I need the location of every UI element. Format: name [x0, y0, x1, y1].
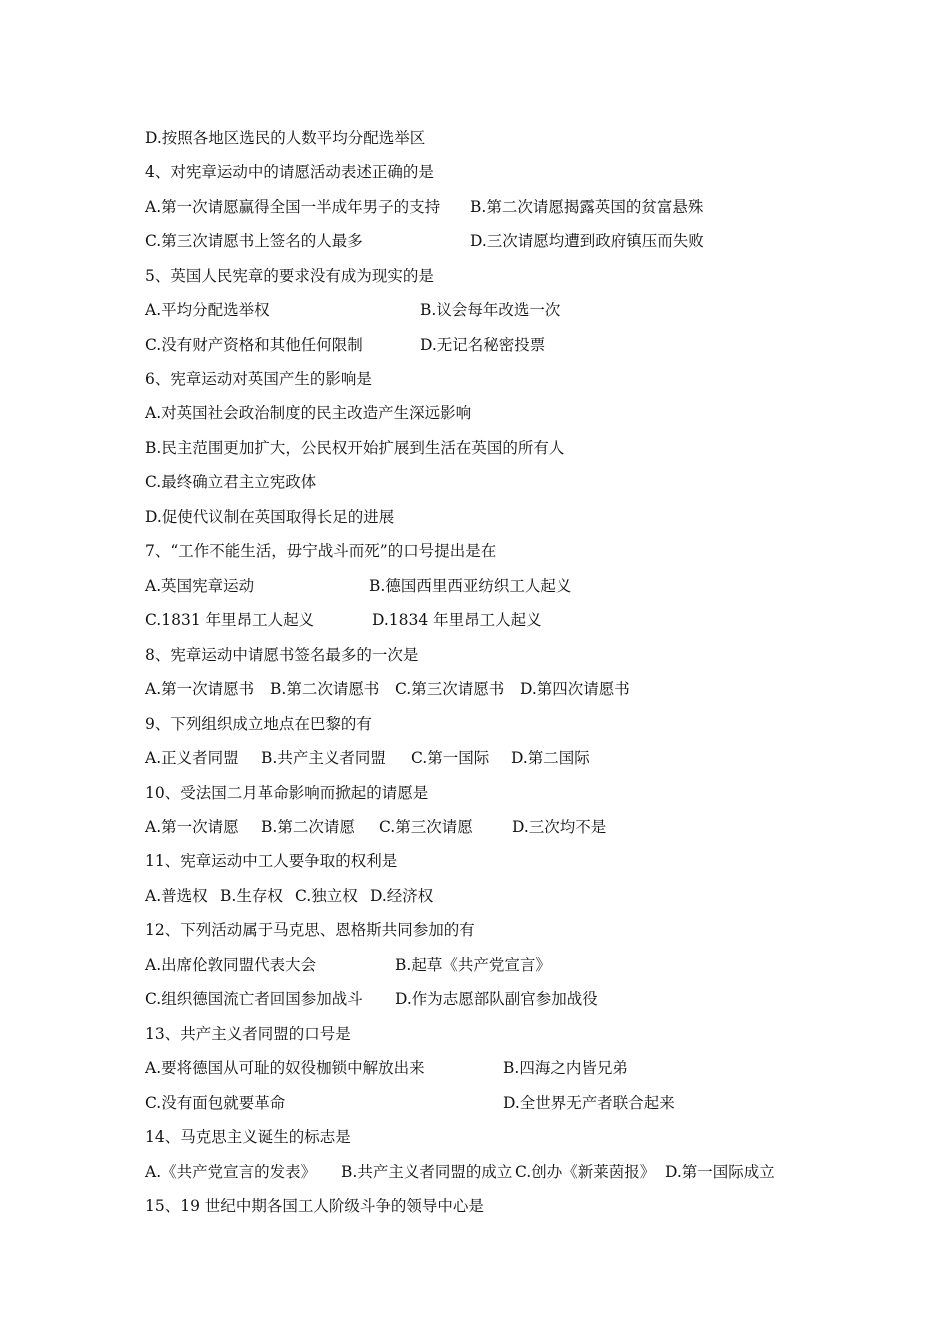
option-a: A.《共产党宣言的发表》 [145, 1163, 317, 1181]
option-d: D.1834 年里昂工人起义 [372, 611, 542, 629]
option-d: D.促使代议制在英国取得长足的进展 [145, 508, 395, 526]
question-text: 4、对宪章运动中的请愿活动表述正确的是 [145, 163, 434, 181]
option-c: C.第三次请愿书 [395, 680, 505, 698]
option-c: C.第一国际 [411, 749, 490, 767]
option-a: A.第一次请愿书 [145, 680, 255, 698]
option-a: A.对英国社会政治制度的民主改造产生深远影响 [145, 404, 472, 422]
question-text: 6、宪章运动对英国产生的影响是 [145, 370, 372, 388]
option-b: B.第二次请愿书 [270, 680, 380, 698]
option-c: C.没有财产资格和其他任何限制 [145, 336, 363, 354]
question-text: 5、英国人民宪章的要求没有成为现实的是 [145, 267, 434, 285]
option-c: C.独立权 [295, 887, 358, 905]
question-text: 9、下列组织成立地点在巴黎的有 [145, 715, 372, 733]
question-text: 11、宪章运动中工人要争取的权利是 [145, 852, 398, 870]
option-b: B.第二次请愿 [261, 818, 355, 836]
option-a: A.普选权 [145, 887, 208, 905]
option-b: B.共产主义者同盟 [261, 749, 386, 767]
option-d: D.经济权 [370, 887, 434, 905]
option-b: B.德国西里西亚纺织工人起义 [369, 577, 572, 595]
option-c: C.第三次请愿书上签名的人最多 [145, 232, 363, 250]
option-c: C.组织德国流亡者回国参加战斗 [145, 990, 363, 1008]
option-c: C.最终确立君主立宪政体 [145, 473, 317, 491]
option-d: D.全世界无产者联合起来 [503, 1094, 675, 1112]
option-a: A.英国宪章运动 [145, 577, 255, 595]
option-a: A.第一次请愿赢得全国一半成年男子的支持 [145, 198, 441, 216]
option-a: A.出席伦敦同盟代表大会 [145, 956, 317, 974]
question-text: 12、下列活动属于马克思、恩格斯共同参加的有 [145, 921, 475, 939]
option-d: D.第一国际成立 [665, 1163, 775, 1181]
option-d: D.按照各地区选民的人数平均分配选举区 [145, 129, 426, 147]
option-d: D.第四次请愿书 [520, 680, 630, 698]
option-d: D.无记名秘密投票 [420, 336, 546, 354]
option-d: D.三次均不是 [512, 818, 607, 836]
question-text: 14、马克思主义诞生的标志是 [145, 1128, 351, 1146]
question-text: 7、“工作不能生活，毋宁战斗而死”的口号提出是在 [145, 542, 497, 560]
option-c: C.没有面包就要革命 [145, 1094, 286, 1112]
question-text: 13、共产主义者同盟的口号是 [145, 1025, 351, 1043]
option-b: B.生存权 [220, 887, 283, 905]
option-b: B.民主范围更加扩大，公民权开始扩展到生活在英国的所有人 [145, 439, 565, 457]
option-b: B.四海之内皆兄弟 [503, 1059, 628, 1077]
question-text: 15、19 世纪中期各国工人阶级斗争的领导中心是 [145, 1197, 484, 1215]
option-a: A.正义者同盟 [145, 749, 239, 767]
option-b: B.共产主义者同盟的成立 [341, 1163, 513, 1181]
option-b: B.起草《共产党宣言》 [395, 956, 551, 974]
option-c: C.第三次请愿 [379, 818, 473, 836]
option-a: A.第一次请愿 [145, 818, 239, 836]
option-a: A.要将德国从可耻的奴役枷锁中解放出来 [145, 1059, 425, 1077]
question-text: 8、宪章运动中请愿书签名最多的一次是 [145, 646, 419, 664]
option-b: B.第二次请愿揭露英国的贫富悬殊 [470, 198, 704, 216]
option-b: B.议会每年改选一次 [420, 301, 561, 319]
option-d: D.第二国际 [511, 749, 590, 767]
option-d: D.三次请愿均遭到政府镇压而失败 [470, 232, 704, 250]
option-c: C.1831 年里昂工人起义 [145, 611, 315, 629]
option-a: A.平均分配选举权 [145, 301, 270, 319]
option-d: D.作为志愿部队副官参加战役 [395, 990, 598, 1008]
option-c: C.创办《新莱茵报》 [515, 1163, 656, 1181]
question-text: 10、受法国二月革命影响而掀起的请愿是 [145, 784, 429, 802]
